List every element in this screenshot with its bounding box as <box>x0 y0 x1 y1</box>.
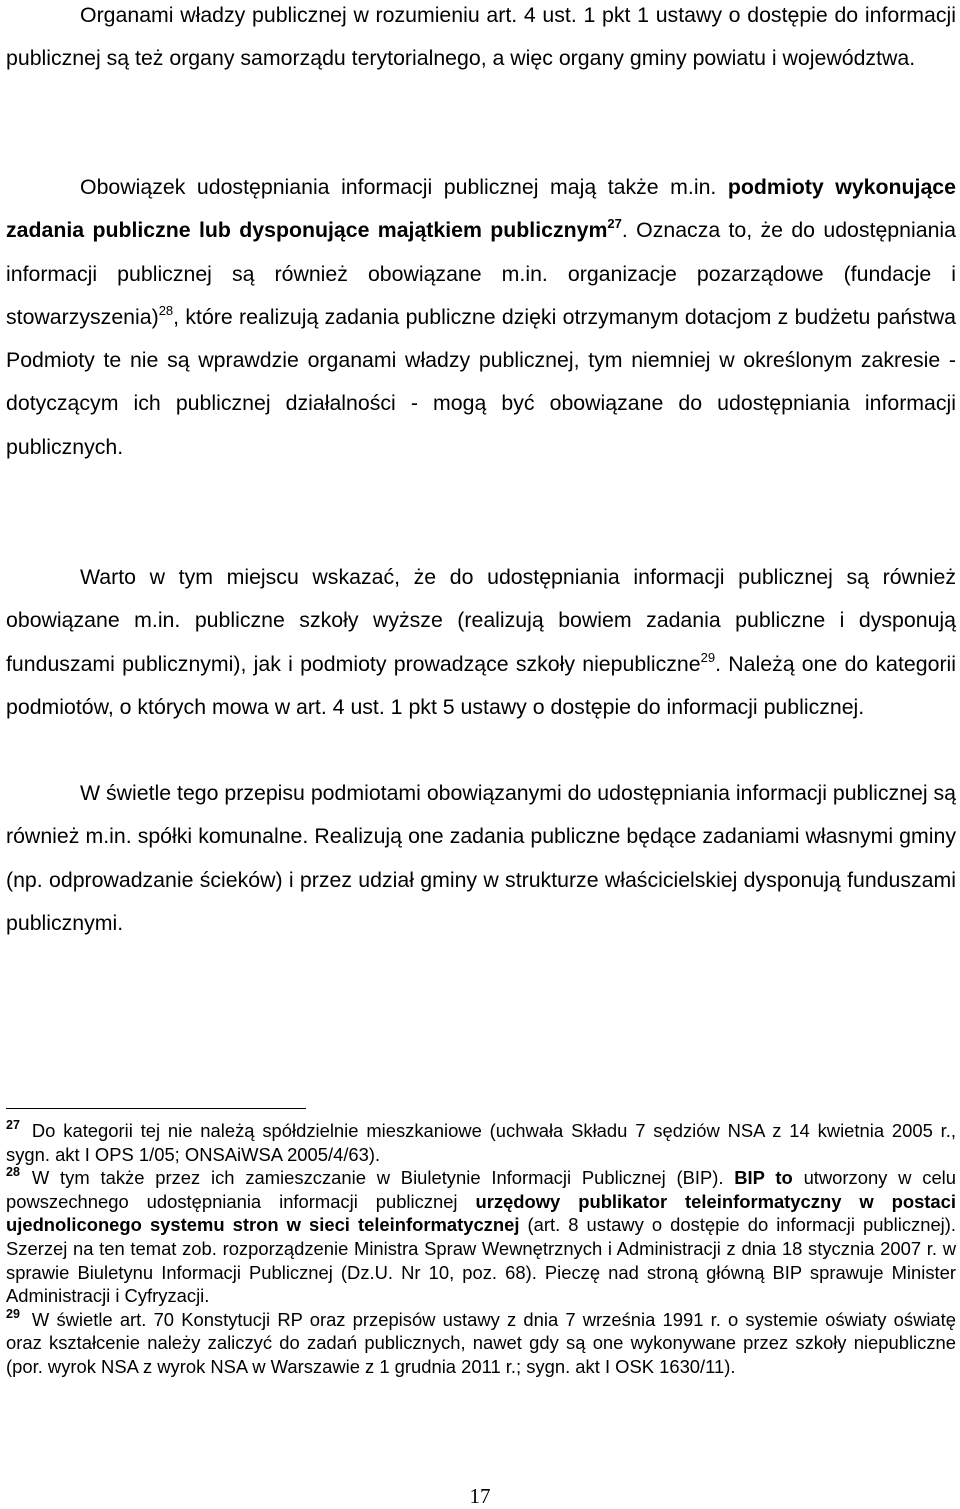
paragraph-text: W świetle tego przepisu podmiotami obowiązanymi do udostępniania informacji publicznej są również m.in. spółki komunalne. Realizują one zadania publiczne będące zadaniami własnymi gminy (np. odprowadzanie ścieków) i przez udział gminy w strukturze właścicielskiej dysponują funduszami publicznymi. <box>6 781 956 935</box>
footnote-27 <box>6 1119 956 1166</box>
footnote-number: 28 <box>6 1165 20 1180</box>
footnote-number: 27 <box>6 1118 20 1132</box>
footnote-ref-27: 27 <box>607 216 622 232</box>
footnote-text: W tym także przez ich zamieszczanie w Biuletynie Informacji Publicznej (BIP). <box>31 1167 735 1189</box>
footnote-separator <box>6 1108 306 1109</box>
footnote-text: W świetle art. 70 Konstytucji RP oraz przepisów ustawy z dnia 7 września 1991 r. o systemie oświaty oświatę oraz kształcenie należy zaliczyć do zadań publicznych, nawet gdy są one wykonywane przez szkoły niepubliczne (por. wyrok NSA z wyrok NSA w Warszawie z 1 grudnia 2011 r.; sygn. akt I OSK 1630/11). <box>6 1308 956 1377</box>
paragraph-text: Organami władzy publicznej w rozumieniu art. 4 ust. 1 pkt 1 ustawy o dostępie do informacji publicznej są też organy samorządu terytorialnego, a więc organy gminy powiatu i województwa. <box>6 3 956 71</box>
paragraph-obowiazek <box>6 166 956 469</box>
paragraph-szkoly <box>6 556 956 729</box>
paragraph-spolki <box>6 772 956 945</box>
paragraph-text: . Oznacza to, że do udostępniania informacji publicznej są również obowiązane m.in. organizacje pozarządowe (fundacje i stowarzyszenia) <box>6 218 956 329</box>
footnote-ref-28: 28 <box>158 302 174 318</box>
footnote-29 <box>6 1308 956 1379</box>
footnote-text: (art. 8 ustawy o dostępie do informacji publicznej). Szerzej na ten temat zob. rozporządzenie Ministra Spraw Wewnętrznych i Administracji z dnia 18 stycznia 2007 r. w sprawie Biuletynu Informacji Publicznej (Dz.U. Nr 10, poz. 68). Pieczę nad stroną główną BIP sprawuje Minister Administracji i Cyfryzacji. <box>6 1214 956 1307</box>
footnote-number: 29 <box>6 1306 20 1321</box>
footnote-28 <box>6 1166 956 1308</box>
paragraph-text: . Należą one do kategorii podmiotów, o których mowa w art. 4 ust. 1 pkt 5 ustawy o dostępie do informacji publicznej. <box>6 651 956 719</box>
paragraph-text: Obowiązek udostępniania informacji publicznej mają także m.in. <box>80 175 728 199</box>
bold-phrase: BIP to <box>734 1167 793 1189</box>
page-number: 17 <box>469 1484 491 1508</box>
footnotes <box>6 1119 956 1379</box>
bold-phrase: podmioty wykonujące zadania publiczne lub dysponujące majątkiem publicznym <box>6 175 956 243</box>
footnote-ref-29: 29 <box>700 649 716 665</box>
paragraph-text: , które realizują zadania publiczne dzięki otrzymanym dotacjom z budżetu państwa Podmioty te nie są wprawdzie organami władzy publicznej, tym niemniej w określonym zakresie - dotyczącym ich publicznej działalności - mogą być obowiązane do udostępniania informacji publicznych. <box>6 304 956 459</box>
bold-phrase: urzędowy publikator teleinformatyczny w postaci ujednoliconego systemu stron w sieci teleinformatycznej <box>6 1190 956 1236</box>
paragraph-text: Warto w tym miejscu wskazać, że do udostępniania informacji publicznej są również obowiązane m.in. publiczne szkoły wyższe (realizują bowiem zadania publiczne i dysponują funduszami publicznymi), jak i podmioty prowadzące szkoły niepubliczne <box>6 565 956 676</box>
paragraph-organy-wladzy <box>6 0 956 81</box>
footnote-text: Do kategorii tej nie należą spółdzielnie mieszkaniowe (uchwała Składu 7 sędziów NSA z 14 kwietnia 2005 r., sygn. akt I OPS 1/05; ONSAiWSA 2005/4/63). <box>6 1120 956 1165</box>
footnote-text: utworzony w celu powszechnego udostępniania informacji publicznej <box>6 1167 956 1212</box>
